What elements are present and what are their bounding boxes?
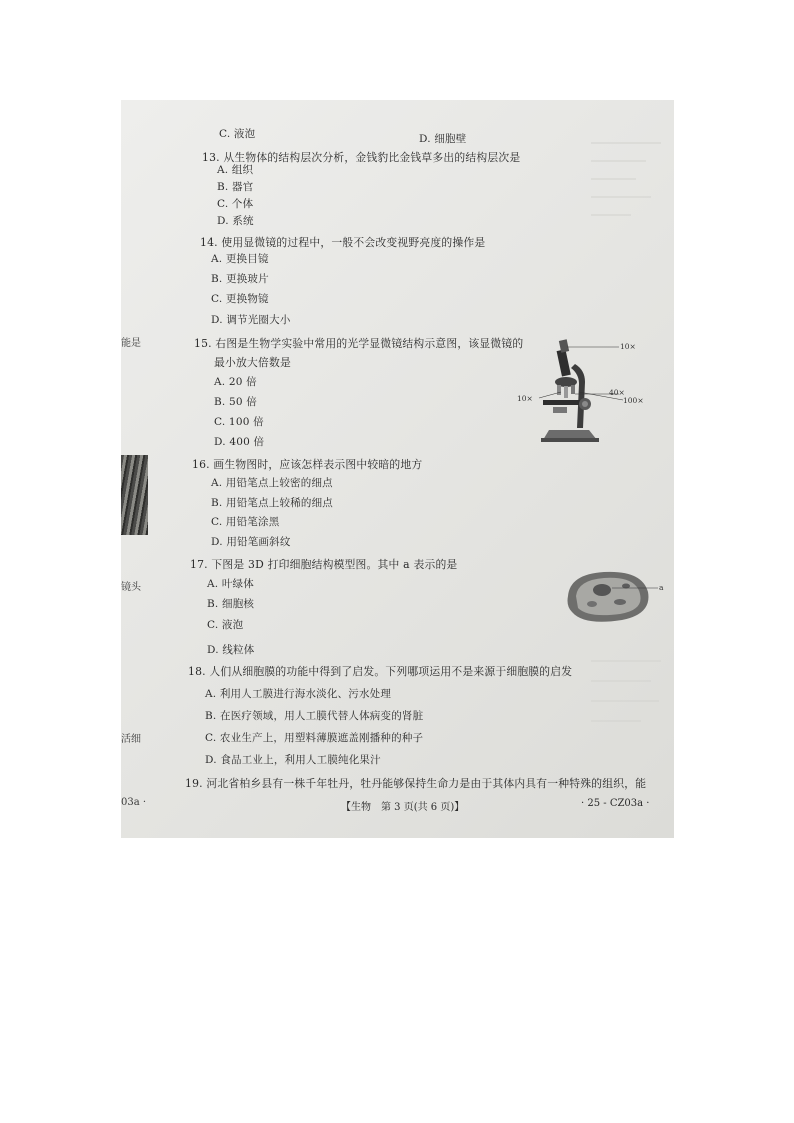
eyepiece-label: 10× xyxy=(620,342,636,351)
bleed-mark xyxy=(591,680,651,682)
q16-option: C. 用铅笔涂黑 xyxy=(211,516,280,528)
left-edge-photo xyxy=(121,455,148,535)
q12-option-d: D. 细胞壁 xyxy=(419,133,467,145)
bleed-mark xyxy=(591,178,636,180)
objective-label: 100× xyxy=(623,396,644,405)
q13-option: B. 器官 xyxy=(217,181,254,193)
left-edge-text-4: 03a · xyxy=(121,797,147,808)
q14-option: A. 更换目镜 xyxy=(211,253,269,265)
q16-option: B. 用铅笔点上较稀的细点 xyxy=(211,497,333,509)
cell-model-figure xyxy=(564,566,664,626)
q15-stem-line2: 最小放大倍数是 xyxy=(214,356,291,369)
q17-option: D. 线粒体 xyxy=(207,644,255,656)
q15-option: D. 400 倍 xyxy=(214,436,265,448)
q19-stem: 19. 河北省柏乡县有一株千年牡丹，牡丹能够保持生命力是由于其体内具有一种特殊的组织，能 xyxy=(185,777,647,790)
exam-page-photo xyxy=(121,100,674,838)
q14-option: C. 更换物镜 xyxy=(211,293,269,305)
q13-option: A. 组织 xyxy=(217,164,254,176)
page-footer-center: 【生物 第 3 页(共 6 页)】 xyxy=(341,802,465,813)
q15-option: B. 50 倍 xyxy=(214,396,257,408)
cell-label-a: a xyxy=(659,583,664,592)
bleed-mark xyxy=(591,160,646,162)
q13-option: C. 个体 xyxy=(217,198,254,210)
bleed-mark xyxy=(591,700,659,702)
left-edge-text-3: 活细 xyxy=(121,734,141,745)
microscope-figure xyxy=(517,332,644,452)
q17-option: A. 叶绿体 xyxy=(207,578,254,590)
q15-option: C. 100 倍 xyxy=(214,416,264,428)
q16-stem: 16. 画生物图时，应该怎样表示图中较暗的地方 xyxy=(192,458,423,471)
q17-option: C. 液泡 xyxy=(207,619,244,631)
q18-stem: 18. 人们从细胞膜的功能中得到了启发。下列哪项运用不是来源于细胞膜的启发 xyxy=(188,665,573,678)
bleed-mark xyxy=(591,214,631,216)
q14-option: D. 调节光圈大小 xyxy=(211,314,291,326)
objective-label: 40× xyxy=(609,388,625,397)
q13-stem: 13. 从生物体的结构层次分析，金钱豹比金钱草多出的结构层次是 xyxy=(202,151,521,164)
page-footer-code: · 25 - CZ03a · xyxy=(581,798,650,809)
q12-option-c: C. 液泡 xyxy=(219,128,256,140)
q16-option: D. 用铅笔画斜纹 xyxy=(211,536,291,548)
q18-option: C. 农业生产上，用塑料薄膜遮盖刚播种的种子 xyxy=(205,732,424,744)
objective-label: 10× xyxy=(517,394,533,403)
q16-option: A. 用铅笔点上较密的细点 xyxy=(211,477,333,489)
bleed-mark xyxy=(591,660,661,662)
q17-option: B. 细胞核 xyxy=(207,598,255,610)
q14-option: B. 更换玻片 xyxy=(211,273,269,285)
q18-option: B. 在医疗领域，用人工膜代替人体病变的肾脏 xyxy=(205,710,424,722)
q14-stem: 14. 使用显微镜的过程中，一般不会改变视野亮度的操作是 xyxy=(200,236,486,249)
q17-stem: 17. 下图是 3D 打印细胞结构模型图。其中 a 表示的是 xyxy=(190,558,458,571)
left-edge-text-1: 能是 xyxy=(121,338,141,349)
q18-option: D. 食品工业上，利用人工膜纯化果汁 xyxy=(205,754,381,766)
bleed-mark xyxy=(591,142,661,144)
bleed-mark xyxy=(591,720,641,722)
q18-option: A. 利用人工膜进行海水淡化、污水处理 xyxy=(205,688,392,700)
cell-model-illustration xyxy=(564,566,664,626)
left-edge-text-2: 镜头 xyxy=(121,582,141,593)
bleed-mark xyxy=(591,196,651,198)
q15-option: A. 20 倍 xyxy=(214,376,257,388)
q15-stem-line1: 15. 右图是生物学实验中常用的光学显微镜结构示意图，该显微镜的 xyxy=(194,337,524,350)
q13-option: D. 系统 xyxy=(217,215,254,227)
